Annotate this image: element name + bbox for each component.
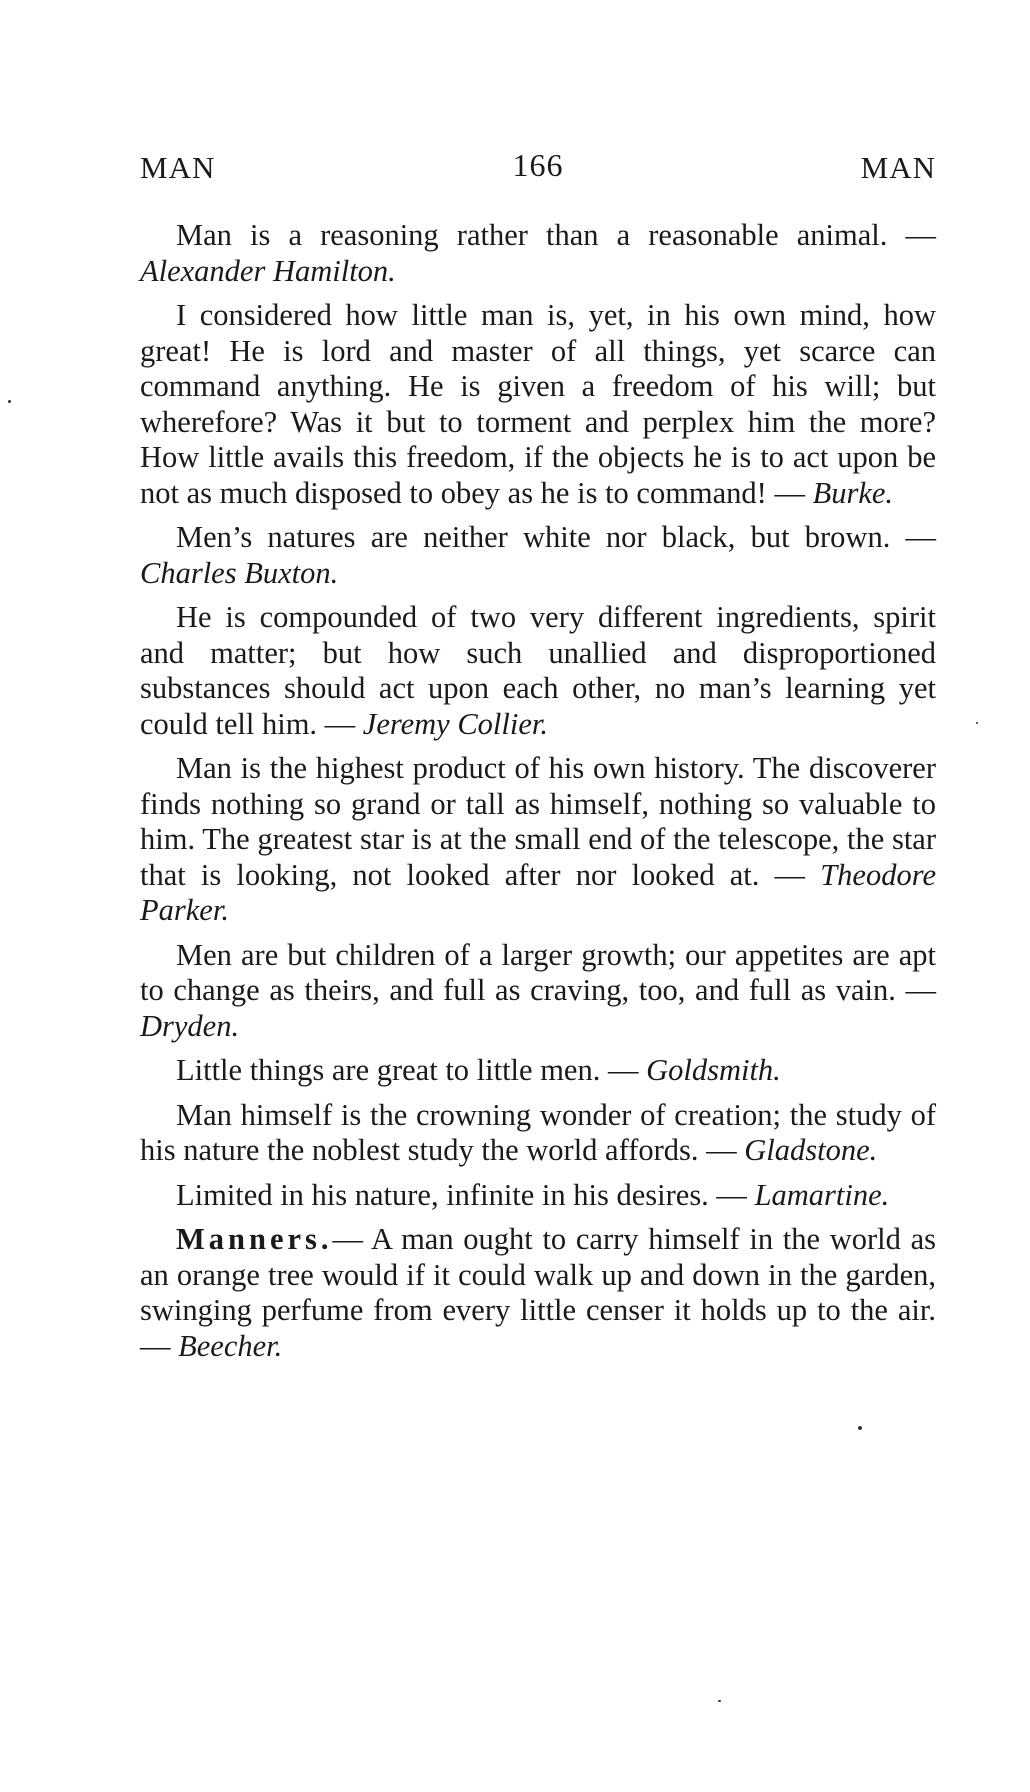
quote-hamilton: [140, 218, 936, 289]
quote-author: Charles Buxton.: [140, 555, 339, 590]
print-speck: [8, 400, 11, 403]
quote-buxton: [140, 520, 936, 591]
running-head-right: MAN: [860, 150, 936, 185]
quote-text: — A man ought to carry himself in the world as an orange tree would if it could walk up and down in the garden, swinging perfume from every little censer it holds up to the air. —: [140, 1222, 936, 1363]
quote-author: Beecher.: [178, 1328, 283, 1363]
quote-author: Goldsmith.: [646, 1053, 781, 1087]
quote-author: Alexander Hamilton.: [140, 253, 396, 288]
running-head-left: MAN: [140, 150, 216, 185]
print-speck: [858, 1426, 862, 1430]
print-speck: [976, 722, 978, 724]
quote-text: Man is the highest product of his own history. The discoverer finds nothing so grand or tall as himself, nothing so valuable to him. The greatest star is at the small end of the telescope, the star that is looking, not looked after nor looked at. —: [140, 751, 936, 892]
quote-goldsmith: [140, 1053, 936, 1089]
quote-author: Dryden.: [140, 1008, 240, 1043]
quote-author: Lamartine.: [754, 1177, 890, 1212]
quote-author: Gladstone.: [744, 1133, 878, 1167]
quote-text: Little things are great to little men. —: [176, 1053, 647, 1087]
quote-text: Man is a reasoning rather than a reasonable animal. —: [176, 218, 936, 252]
page-number: 166: [512, 147, 564, 183]
print-speck: [718, 1700, 721, 1702]
quote-lamartine: [140, 1178, 936, 1214]
quote-text: Man himself is the crowning wonder of creation; the study of his nature the noblest study the world affords. —: [140, 1097, 936, 1167]
quote-text: Limited in his nature, infinite in his desires. —: [176, 1177, 755, 1212]
quote-author: Theodore Parker.: [140, 857, 936, 927]
quote-author: Burke.: [812, 475, 894, 510]
quote-author: Jeremy Collier.: [362, 706, 549, 741]
quote-burke: [140, 298, 936, 511]
quote-text: I considered how little man is, yet, in his own mind, how great! He is lord and master of all things, yet scarce can command anything. He is given a freedom of his will; but wherefore? Was it but to torment and perplex him the more? How little avails this freedom, if the objects he is to act upon be not as much disposed to obey as he is to command! —: [140, 298, 936, 510]
quote-collier: [140, 600, 936, 742]
quote-parker: [140, 751, 936, 929]
quote-text: Men’s natures are neither white nor black, but brown. —: [176, 520, 936, 554]
quote-dryden: [140, 938, 936, 1045]
quote-text: He is compounded of two very different ingredients, spirit and matter; but how such unallied and disproportioned substances should act upon each other, no man’s learning yet could tell him. —: [140, 600, 936, 741]
entry-headword: Manners.: [176, 1222, 333, 1256]
quote-text: Men are but children of a larger growth; our appetites are apt to change as theirs, and full as craving, too, and full as vain. —: [140, 937, 936, 1007]
quote-beecher: [140, 1222, 936, 1364]
quote-gladstone: [140, 1098, 936, 1169]
running-head: [140, 147, 936, 190]
quotation-list: [140, 218, 936, 1373]
